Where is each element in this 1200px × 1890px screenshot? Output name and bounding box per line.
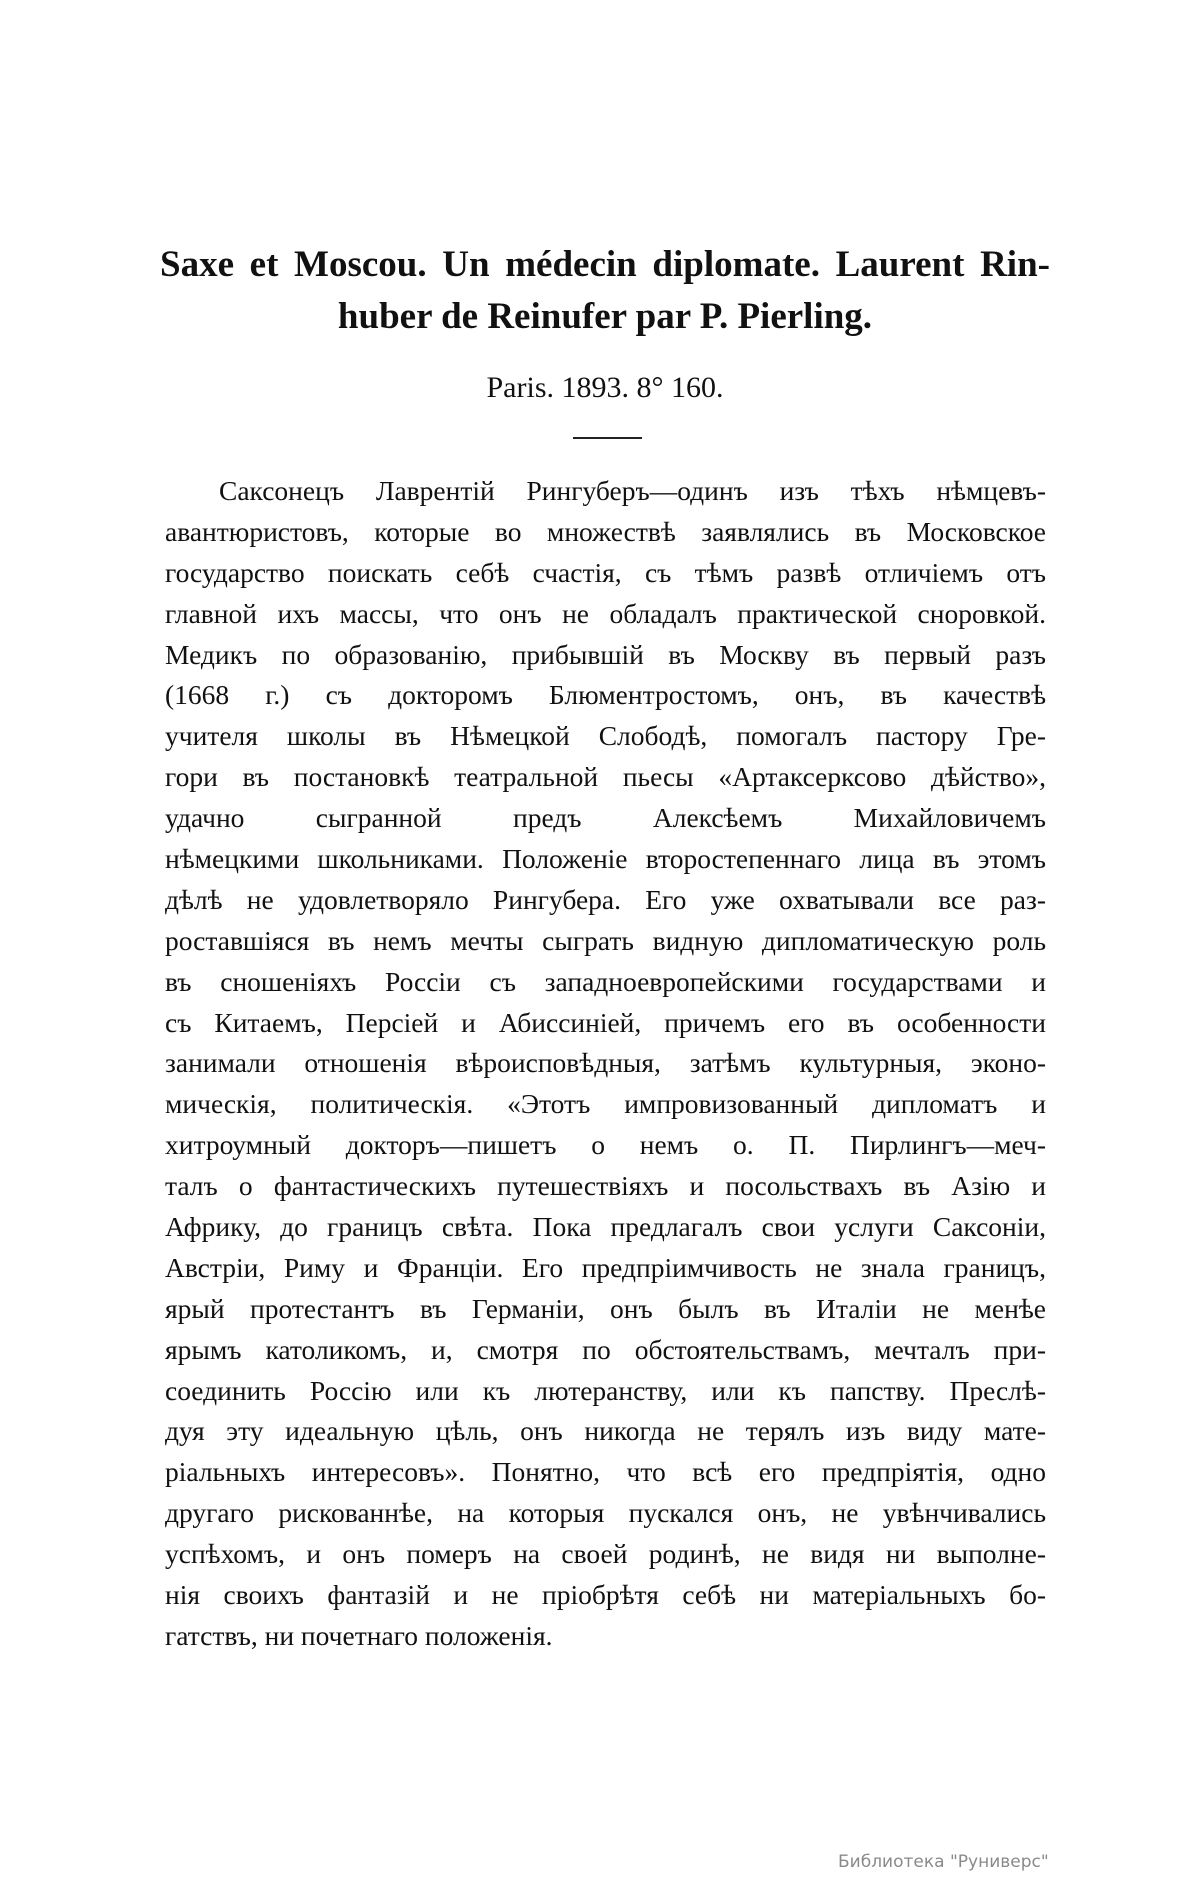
text-line: успѣхомъ, и онъ померъ на своей родинѣ, не видя ни выполне- [165, 1538, 1046, 1570]
text-line: государство поискать себѣ счастія, съ тѣмъ развѣ отличіемъ отъ [165, 556, 1046, 588]
publication-info: Paris. 1893. 8° 160. [486, 371, 724, 404]
article-title-line-1: Saxe et Moscou. Un médecin diplomate. Laurent Rin- [160, 244, 1050, 285]
text-line: (1668 г.) съ докторомъ Блюментростомъ, онъ, въ качествѣ [165, 679, 1046, 711]
text-line: нія своихъ фантазій и не пріобрѣтя себѣ ни матеріальныхъ бо- [165, 1579, 1046, 1611]
article-title-line-2: huber de Reinufer par P. Pierling. [337, 296, 873, 337]
text-line: въ сношеніяхъ Россіи съ западноевропейскими государствами и [165, 965, 1046, 997]
text-line: учителя школы въ Нѣмецкой Слободѣ, помогалъ пастору Гре- [165, 720, 1046, 752]
text-line: дѣлѣ не удовлетворяло Рингубера. Его уже охватывали все раз- [165, 883, 1046, 915]
text-line: нѣмецкими школьниками. Положеніе второстепеннаго лица въ этомъ [165, 843, 1046, 875]
text-line: Африку, до границъ свѣта. Пока предлагалъ свои услуги Саксоніи, [165, 1211, 1046, 1243]
text-line: хитроумный докторъ—пишетъ о немъ о. П. Пирлингъ—меч- [165, 1129, 1046, 1161]
text-line: ярый протестантъ въ Германіи, онъ былъ въ Италіи не менѣе [165, 1292, 1046, 1324]
text-line: ріальныхъ интересовъ». Понятно, что всѣ его предпріятія, одно [165, 1456, 1046, 1488]
text-line: дуя эту идеальную цѣль, онъ никогда не терялъ изъ виду мате- [165, 1415, 1046, 1447]
text-line: авантюристовъ, которые во множествѣ заявлялись въ Московское [165, 515, 1046, 547]
text-line: гатствъ, ни почетнаго положенія. [165, 1619, 553, 1651]
text-line: талъ о фантастическихъ путешествіяхъ и посольствахъ въ Азію и [165, 1170, 1046, 1202]
text-line: мическія, политическія. «Этотъ импровизованный дипломатъ и [165, 1088, 1046, 1120]
library-watermark: Библиотека "Руниверс" [838, 1852, 1049, 1872]
text-line: главной ихъ массы, что онъ не обладалъ практической сноровкой. [165, 597, 1046, 629]
text-line: Медикъ по образованію, прибывшій въ Москву въ первый разъ [165, 638, 1046, 670]
separator-rule [573, 437, 642, 439]
text-line: удачно сыгранной предъ Алексѣемъ Михайловичемъ [165, 802, 1046, 834]
text-line: занимали отношенія вѣроисповѣдныя, затѣмъ культурныя, эконо- [165, 1047, 1046, 1079]
text-line: другаго рискованнѣе, на которыя пускался онъ, не увѣнчивались [165, 1497, 1046, 1529]
text-line: гори въ постановкѣ театральной пьесы «Артаксерксово дѣйство», [165, 761, 1046, 793]
text-line: ярымъ католикомъ, и, смотря по обстоятельствамъ, мечталъ при- [165, 1333, 1046, 1365]
text-line: роставшіяся въ немъ мечты сыграть видную дипломатическую роль [165, 924, 1046, 956]
body-text [165, 471, 1046, 1657]
text-line: съ Китаемъ, Персіей и Абиссиніей, причемъ его въ особенности [165, 1006, 1046, 1038]
text-line: Австріи, Риму и Франціи. Его предпріимчивость не знала границъ, [165, 1251, 1046, 1283]
text-line: соединить Россію или къ лютеранству, или къ папству. Преслѣ- [165, 1374, 1046, 1406]
text-line: Саксонецъ Лаврентій Рингуберъ—одинъ изъ тѣхъ нѣмцевъ- [219, 475, 1046, 506]
